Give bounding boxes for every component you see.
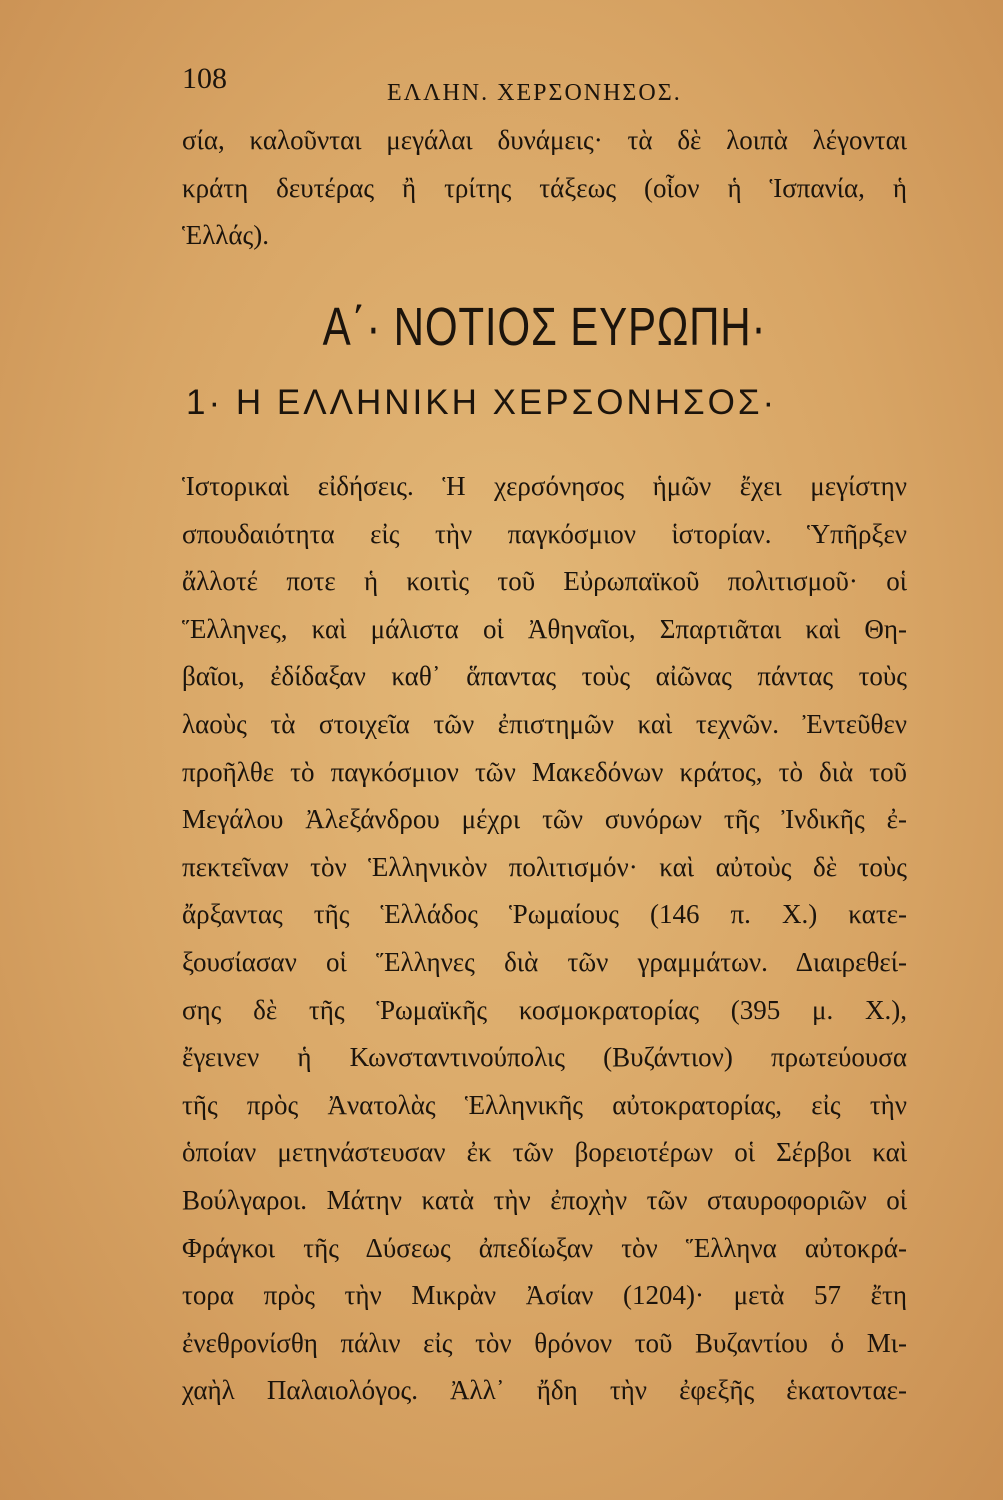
section-heading: 1· Η ΕΛΛΗΝΙΚΗ ΧΕΡΣΟΝΗΣΟΣ· bbox=[186, 383, 778, 422]
text-line: ὁποίαν μετηνάστευσαν ἐκ τῶν βορειοτέρων οἱ Σέρβοι καὶ bbox=[182, 1137, 907, 1168]
page-number: 108 bbox=[182, 62, 227, 95]
text-line: τορα πρὸς τὴν Μικρὰν Ἀσίαν (1204)· μετὰ 57 ἔτη bbox=[182, 1280, 907, 1311]
text-line: ξουσίασαν οἱ Ἕλληνες διὰ τῶν γραμμάτων. Διαιρεθεί- bbox=[182, 946, 907, 977]
text-line: σία, καλοῦνται μεγάλαι δυνάμεις· τὰ δὲ λοιπὰ λέγονται bbox=[182, 125, 907, 155]
text-line: Βούλγαροι. Μάτην κατὰ τὴν ἐποχὴν τῶν σταυροφοριῶν οἱ bbox=[182, 1184, 907, 1215]
text-line: προῆλθε τὸ παγκόσμιον τῶν Μακεδόνων κράτος, τὸ διὰ τοῦ bbox=[182, 756, 907, 787]
text-line: τῆς πρὸς Ἀνατολὰς Ἑλληνικῆς αὐτοκρατορίας, εἰς τὴν bbox=[182, 1089, 907, 1120]
text-line: λαοὺς τὰ στοιχεῖα τῶν ἐπιστημῶν καὶ τεχνῶν. Ἐντεῦθεν bbox=[182, 708, 907, 739]
text-line: πεκτεῖναν τὸν Ἑλληνικὸν πολιτισμόν· καὶ αὐτοὺς δὲ τοὺς bbox=[182, 851, 907, 882]
text-line: ἄλλοτέ ποτε ἡ κοιτὶς τοῦ Εὐρωπαϊκοῦ πολιτισμοῦ· οἱ bbox=[182, 566, 907, 597]
text-line: σης δὲ τῆς Ῥωμαϊκῆς κοσμοκρατορίας (395 μ. Χ.), bbox=[182, 994, 907, 1025]
main-paragraph bbox=[182, 463, 907, 1415]
chapter-heading: Α΄· ΝΟΤΙΟΣ ΕΥΡΩΠΗ· bbox=[322, 297, 767, 357]
text-line: Φράγκοι τῆς Δύσεως ἀπεδίωξαν τὸν Ἕλληνα αὐτοκρά- bbox=[182, 1232, 907, 1263]
text-line: ἄρξαντας τῆς Ἑλλάδος Ῥωμαίους (146 π. Χ.) κατε- bbox=[182, 899, 907, 930]
text-line: Μεγάλου Ἀλεξάνδρου μέχρι τῶν συνόρων τῆς Ἰνδικῆς ἐ- bbox=[182, 804, 907, 835]
text-line: κράτη δευτέρας ἢ τρίτης τάξεως (οἷον ἡ Ἱσπανία, ἡ bbox=[182, 172, 907, 203]
text-line: βαῖοι, ἐδίδαξαν καθ᾽ ἅπαντας τοὺς αἰῶνας πάντας τοὺς bbox=[182, 661, 907, 692]
text-line: Ἕλληνες, καὶ μάλιστα οἱ Ἀθηναῖοι, Σπαρτιᾶται καὶ Θη- bbox=[182, 613, 907, 644]
text-line: Ἱστορικαὶ εἰδήσεις. Ἡ χερσόνησος ἡμῶν ἔχει μεγίστην bbox=[182, 471, 907, 501]
text-line: ἐνεθρονίσθη πάλιν εἰς τὸν θρόνον τοῦ Βυζαντίου ὁ Μι- bbox=[182, 1327, 907, 1358]
page-header bbox=[182, 62, 903, 112]
text-line: ἔγεινεν ἡ Κωνσταντινούπολις (Βυζάντιον) πρωτεύουσα bbox=[182, 1042, 907, 1073]
text-line: χαὴλ Παλαιολόγος. Ἀλλ᾽ ἤδη τὴν ἐφεξῆς ἑκατονταε- bbox=[182, 1375, 907, 1406]
text-line: Ἑλλάς). bbox=[182, 220, 269, 251]
running-title: ΕΛΛΗΝ. ΧΕΡΣΟΝΗΣΟΣ. bbox=[387, 80, 682, 106]
intro-paragraph bbox=[182, 117, 907, 260]
text-line: σπουδαιότητα εἰς τὴν παγκόσμιον ἱστορίαν. Ὑπῆρξεν bbox=[182, 518, 907, 549]
